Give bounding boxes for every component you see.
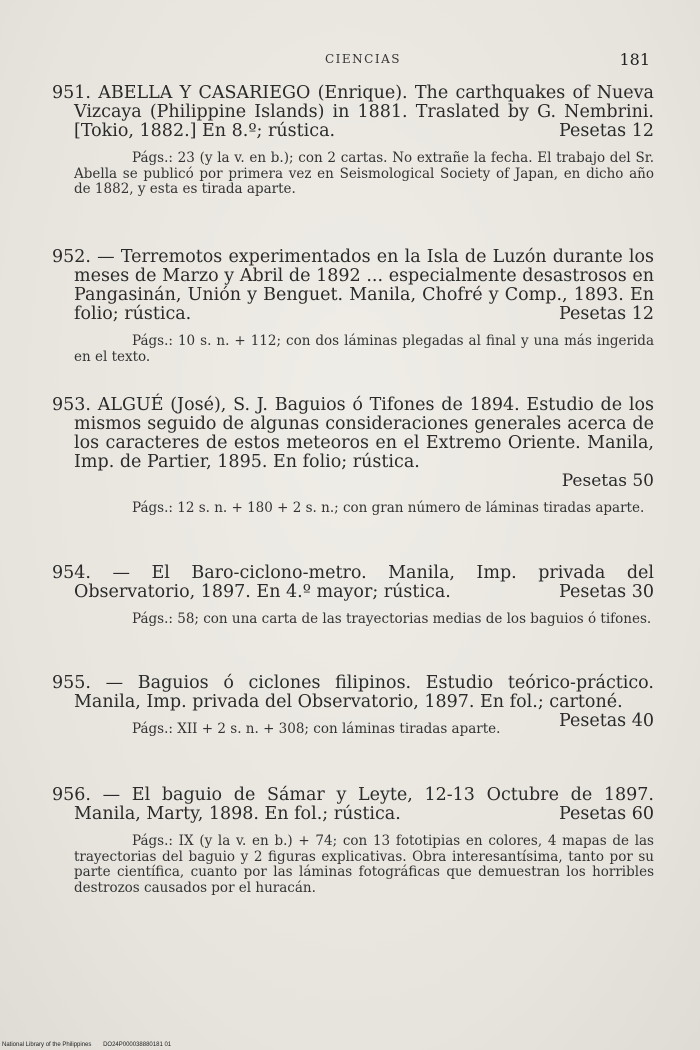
- entry-note: Págs.: 10 s. n. + 112; con dos láminas plegadas al final y una más ingerida en el texto.: [74, 333, 654, 365]
- entry-price: Pesetas 60: [559, 804, 654, 824]
- entry-price: Pesetas 40: [559, 711, 654, 731]
- scan-footer: [2, 1042, 181, 1048]
- entry-number: 955.: [52, 673, 91, 693]
- library-name: National Library of the Philippines: [2, 1042, 92, 1048]
- catalog-entry: [52, 396, 654, 517]
- entry-text: [52, 248, 654, 324]
- entry-number: 953.: [52, 395, 91, 415]
- entry-description: — Terremotos experimentados en la Isla de Luzón durante los meses de Marzo y Abril de 1892 ... especialmente desastrosos en Pangasinán, Unión y Benguet. Manila, Chofré y Comp., 1893. En folio; rústica.: [74, 247, 654, 324]
- entry-note: Págs.: 23 (y la v. en b.); con 2 cartas. No extrañe la fecha. El trabajo del Sr. Abella se publicó por primera vez en Seismological Society of Japan, en dicho año de 1882, y esta es tirada aparte.: [74, 150, 654, 197]
- entry-description: — Baguios ó ciclones filipinos. Estudio teórico-práctico. Manila, Imp. privada del Observatorio, 1897. En fol.; cartoné.: [74, 673, 654, 712]
- entry-text: [52, 786, 654, 824]
- entry-text: [52, 84, 654, 141]
- page-header: [74, 52, 652, 72]
- entry-description: — El Baro-ciclono-metro. Manila, Imp. privada del Observatorio, 1897. En 4.º mayor; rústica.: [74, 563, 654, 602]
- entry-number: 956.: [52, 785, 91, 805]
- entry-number: 951.: [52, 83, 91, 103]
- section-title: CIENCIAS: [325, 52, 401, 66]
- entry-text: [52, 396, 654, 472]
- entry-description: ABELLA Y CASARIEGO (Enrique). The carthquakes of Nueva Vizcaya (Philippine Islands) in 1881. Traslated by G. Nembrini. [Tokio, 1882.] En 8.º; rústica.: [74, 83, 654, 141]
- entry-price: Pesetas 12: [559, 304, 654, 324]
- entry-note: Págs.: IX (y la v. en b.) + 74; con 13 fototipias en colores, 4 mapas de las trayectorias del baguio y 2 figuras explicativas. Obra interesantísima, tanto por su parte científica, cuanto por las láminas fotográficas que demuestran los horribles destrozos causados por el huracán.: [74, 833, 654, 896]
- page-number: 181: [619, 50, 650, 69]
- entry-description: ALGUÉ (José), S. J. Baguios ó Tifones de 1894. Estudio de los mismos seguido de algunas consideraciones generales acerca de los caracteres de estos meteoros en el Extremo Oriente. Manila, Imp. de Partier, 1895. En folio; rústica.: [74, 395, 654, 472]
- entry-price: Pesetas 50: [561, 471, 654, 491]
- entry-note: Págs.: XII + 2 s. n. + 308; con láminas tiradas aparte.: [132, 721, 501, 737]
- entry-price: Pesetas 12: [559, 121, 654, 141]
- entry-note: Págs.: 58; con una carta de las trayectorias medias de los baguios ó tifones.: [132, 611, 652, 627]
- entry-description: — El baguio de Sámar y Leyte, 12-13 Octubre de 1897. Manila, Marty, 1898. En fol.; rústica.: [74, 785, 654, 824]
- scan-code: DO24P000038880181 01: [103, 1042, 172, 1048]
- entry-price: Pesetas 30: [559, 582, 654, 602]
- catalog-entry: [52, 674, 654, 738]
- catalog-entry: [52, 786, 654, 896]
- entry-text: [52, 564, 654, 602]
- catalog-entry: [52, 564, 654, 628]
- catalog-entry: [52, 84, 654, 198]
- catalog-entry: [52, 248, 654, 365]
- entry-number: 952.: [52, 247, 91, 267]
- entry-number: 954.: [52, 563, 91, 583]
- entry-note: Págs.: 12 s. n. + 180 + 2 s. n.; con gran número de láminas tiradas aparte.: [132, 500, 645, 516]
